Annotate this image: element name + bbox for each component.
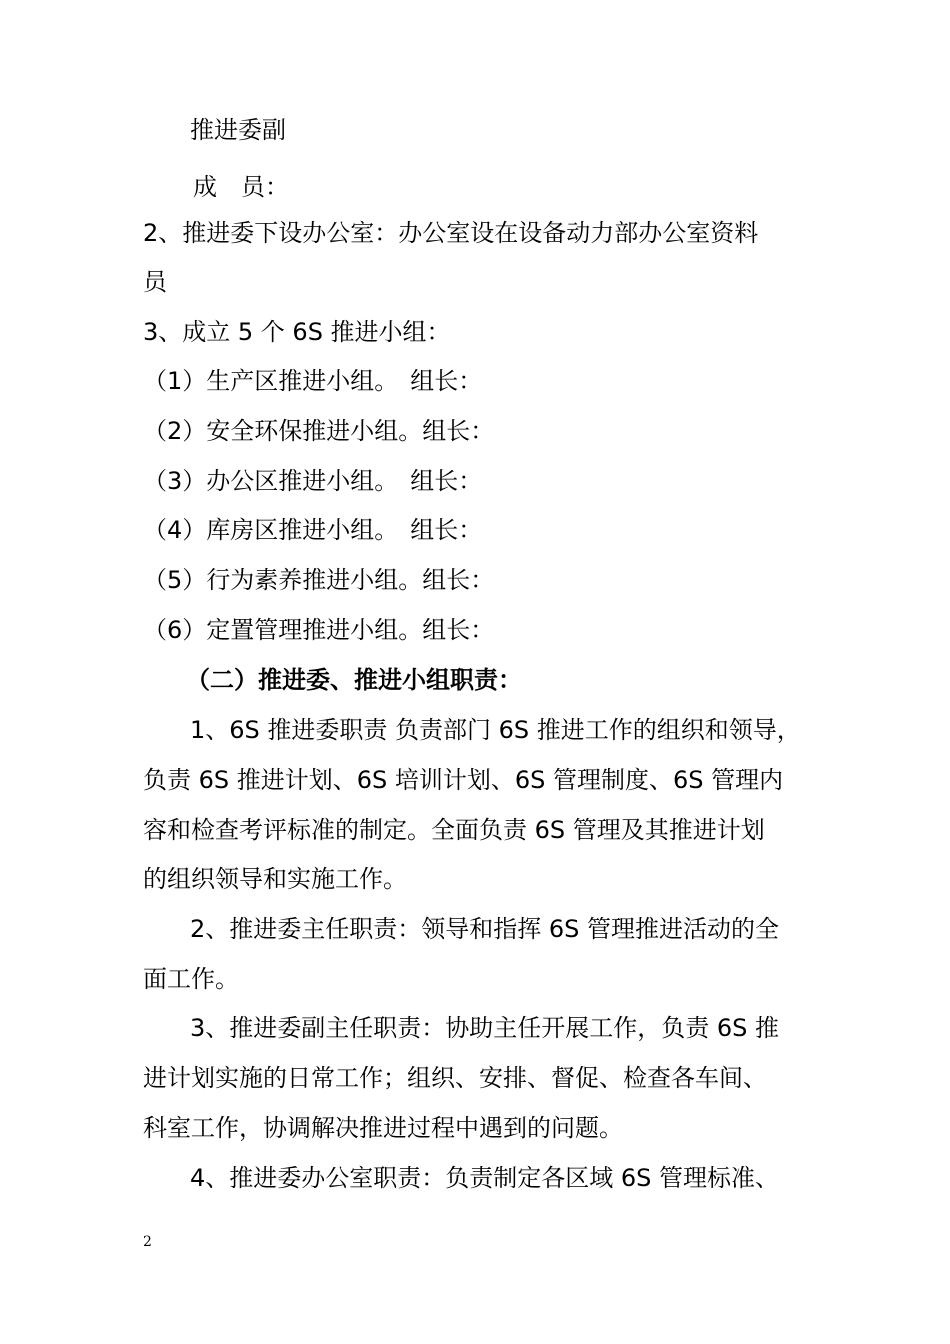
group-item-2: （2）安全环保推进小组。组长：	[143, 417, 495, 445]
para-3-line-1: 3、推进委副主任职责：协助主任开展工作，负责 6S 推	[190, 1014, 780, 1042]
para-1-line-4: 的组织领导和实施工作。	[143, 865, 407, 893]
para-3-line-2: 进计划实施的日常工作；组织、安排、督促、检查各车间、	[143, 1064, 767, 1092]
group-item-1: （1）生产区推进小组。 组长：	[143, 367, 483, 395]
page-number: 2	[143, 1234, 152, 1250]
para-1-line-3: 容和检查考评标准的制定。全面负责 6S 管理及其推进计划	[143, 816, 765, 844]
office-setup-line: 2、推进委下设办公室：办公室设在设备动力部办公室资料	[143, 219, 759, 247]
para-2-line-1: 2、推进委主任职责：领导和指挥 6S 管理推进活动的全	[190, 915, 780, 943]
para-1-line-2: 负责 6S 推进计划、6S 培训计划、6S 管理制度、6S 管理内	[143, 766, 784, 794]
committee-vice-line: 推进委副	[190, 116, 286, 144]
members-line: 成 员：	[193, 173, 289, 201]
section-heading: （二）推进委、推进小组职责：	[186, 666, 522, 694]
group-item-6: （6）定置管理推进小组。组长：	[143, 616, 495, 644]
group-item-5: （5）行为素养推进小组。组长：	[143, 566, 495, 594]
para-1-line-1: 1、6S 推进委职责 负责部门 6S 推进工作的组织和领导，	[190, 716, 801, 744]
para-4-line-1: 4、推进委办公室职责：负责制定各区域 6S 管理标准、	[190, 1164, 780, 1192]
groups-heading-line: 3、成立 5 个 6S 推进小组：	[143, 318, 451, 346]
para-3-line-3: 科室工作，协调解决推进过程中遇到的问题。	[143, 1114, 623, 1142]
group-item-4: （4）库房区推进小组。 组长：	[143, 516, 483, 544]
office-setup-line-cont: 员	[143, 268, 167, 296]
para-2-line-2: 面工作。	[143, 965, 239, 993]
group-item-3: （3）办公区推进小组。 组长：	[143, 467, 483, 495]
